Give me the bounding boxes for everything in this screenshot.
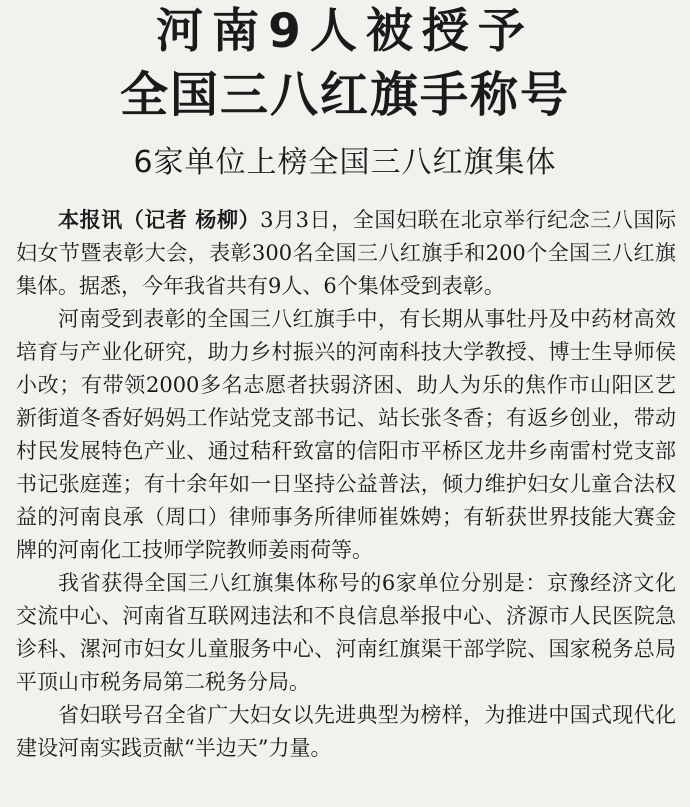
article-paragraph-3: 我省获得全国三八红旗集体称号的6家单位分别是：京豫经济文化交流中心、河南省互联网违法和不良信息举报中心、济源市人民医院急诊科、漯河市妇女儿童服务中心、河南红旗渠干部学院、国家税务总局平顶山市税务局第二税务分局。 (16, 571, 676, 694)
subtitle: 6家单位上榜全国三八红旗集体 (133, 145, 557, 180)
article-paragraph-2: 河南受到表彰的全国三八红旗手中，有长期从事牡丹及中药材高效培育与产业化研究，助力乡村振兴的河南科技大学教授、博士生导师侯小改；有带领2000多名志愿者扶弱济困、助人为乐的焦作市山阳区艺新街道冬香好妈妈工作站党支部书记、站长张冬香；有返乡创业，带动村民发展特色产业、通过秸秆致富的信阳市平桥区龙井乡南雷村党支部书记张庭莲；有十余年如一日坚持公益普法，倾力维护妇女儿童合法权益的河南良承（周口）律师事务所律师崔姝娉；有斩获世界技能大赛金牌的河南化工技师学院教师姜雨荷等。 (16, 307, 676, 562)
byline: 本报讯（记者 杨柳） (58, 208, 261, 232)
paragraph-text: 3月3日，全国妇联在北京举行纪念三八国际妇女节暨表彰大会，表彰300名全国三八红旗手和200个全国三八红旗集体。据悉，今年我省共有9人、6个集体受到表彰。 (16, 208, 676, 298)
article-paragraph-4: 省妇联号召全省广大妇女以先进典型为榜样，为推进中国式现代化建设河南实践贡献“半边天”力量。 (16, 703, 676, 760)
headline-line-2: 全国三八红旗手称号 (119, 67, 570, 123)
article-body (16, 204, 676, 765)
headline-line-1: 河南9人被授予 (156, 4, 534, 59)
article-paragraph-1 (16, 204, 676, 303)
